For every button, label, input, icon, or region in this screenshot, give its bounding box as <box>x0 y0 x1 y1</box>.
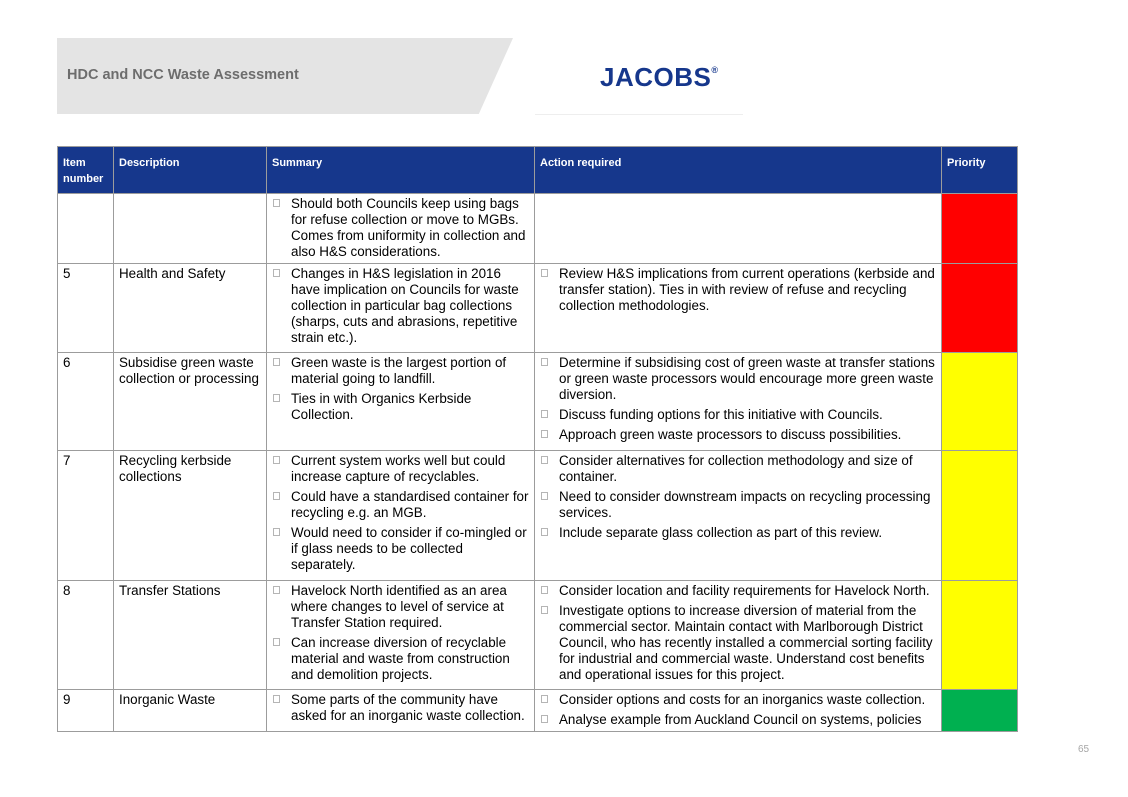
bullet-text: Should both Councils keep using bags for refuse collection or move to MGBs. Comes from uniformity in collection and also H&S considerations. <box>291 196 526 259</box>
action-required-cell <box>535 581 942 690</box>
bullet-text: Need to consider downstream impacts on recycling processing services. <box>559 489 931 520</box>
bullet-box-icon <box>273 199 280 207</box>
bullet-box-icon <box>541 410 548 418</box>
summary-cell-list <box>271 355 530 423</box>
logo-text: JACOBS <box>600 62 712 92</box>
table-row <box>58 353 1018 451</box>
summary-cell-list <box>271 453 530 573</box>
bullet-text: Consider alternatives for collection methodology and size of container. <box>559 453 913 484</box>
bullet-point <box>271 266 530 346</box>
action-required-cell-list <box>539 583 937 683</box>
bullet-point <box>271 355 530 387</box>
description-cell: Subsidise green waste collection or processing <box>114 353 267 451</box>
bullet-point <box>271 391 530 423</box>
header-action-required: Action required <box>535 147 942 194</box>
bullet-box-icon <box>273 695 280 703</box>
table-row <box>58 451 1018 581</box>
bullet-point <box>539 692 937 708</box>
summary-cell-list <box>271 583 530 683</box>
priority-indicator <box>942 194 1018 264</box>
bullet-text: Consider options and costs for an inorganics waste collection. <box>559 692 926 707</box>
summary-cell <box>267 581 535 690</box>
table-row <box>58 194 1018 264</box>
item-number-cell: 6 <box>58 353 114 451</box>
bullet-text: Ties in with Organics Kerbside Collection. <box>291 391 472 422</box>
table-row <box>58 264 1018 353</box>
action-required-cell-list <box>539 453 937 541</box>
header-description: Description <box>114 147 267 194</box>
bullet-text: Investigate options to increase diversion of material from the commercial sector. Maintain contact with Marlborough District Council, who has recently installed a commercial sorting facility for industrial and commercial waste. Understand cost benefits and operational issues for this project. <box>559 603 933 682</box>
item-number-cell: 7 <box>58 451 114 581</box>
bullet-text: Approach green waste processors to discuss possibilities. <box>559 427 902 442</box>
bullet-box-icon <box>273 638 280 646</box>
bullet-point <box>271 692 530 724</box>
priority-indicator <box>942 264 1018 353</box>
bullet-point <box>271 635 530 683</box>
action-required-cell <box>535 353 942 451</box>
item-number-cell <box>58 194 114 264</box>
bullet-text: Can increase diversion of recyclable material and waste from construction and demolition projects. <box>291 635 510 682</box>
bullet-point <box>539 525 937 541</box>
bullet-text: Green waste is the largest portion of material going to landfill. <box>291 355 507 386</box>
action-required-cell <box>535 690 942 732</box>
bullet-point <box>271 583 530 631</box>
bullet-point <box>271 525 530 573</box>
description-cell: Recycling kerbside collections <box>114 451 267 581</box>
bullet-text: Current system works well but could increase capture of recyclables. <box>291 453 506 484</box>
bullet-box-icon <box>541 606 548 614</box>
bullet-text: Consider location and facility requirements for Havelock North. <box>559 583 930 598</box>
item-number-cell: 8 <box>58 581 114 690</box>
summary-cell <box>267 353 535 451</box>
bullet-point <box>271 489 530 521</box>
table-body <box>58 194 1018 732</box>
action-required-cell <box>535 194 942 264</box>
bullet-box-icon <box>273 528 280 536</box>
header-summary: Summary <box>267 147 535 194</box>
action-required-cell-list <box>539 355 937 443</box>
table-header-row <box>58 147 1018 194</box>
summary-cell <box>267 194 535 264</box>
bullet-box-icon <box>541 492 548 500</box>
bullet-point <box>539 453 937 485</box>
bullet-point <box>539 355 937 403</box>
bullet-box-icon <box>273 456 280 464</box>
table-row <box>58 581 1018 690</box>
bullet-point <box>271 196 530 260</box>
bullet-box-icon <box>541 430 548 438</box>
bullet-text: Changes in H&S legislation in 2016 have implication on Councils for waste collection in particular bag collections (sharps, cuts and abrasions, repetitive strain etc.). <box>291 266 519 345</box>
header-priority: Priority <box>942 147 1018 194</box>
bullet-point <box>539 712 937 728</box>
bullet-box-icon <box>541 528 548 536</box>
bullet-box-icon <box>273 586 280 594</box>
header-item-number: Item number <box>58 147 114 194</box>
waste-assessment-table <box>57 146 1018 732</box>
bullet-box-icon <box>541 715 548 723</box>
action-required-cell <box>535 451 942 581</box>
bullet-point <box>539 489 937 521</box>
bullet-point <box>539 266 937 314</box>
description-cell: Inorganic Waste <box>114 690 267 732</box>
bullet-point <box>539 603 937 683</box>
action-required-cell <box>535 264 942 353</box>
bullet-point <box>539 583 937 599</box>
summary-cell <box>267 451 535 581</box>
bullet-text: Analyse example from Auckland Council on systems, policies <box>559 712 922 727</box>
bullet-box-icon <box>273 394 280 402</box>
description-cell <box>114 194 267 264</box>
bullet-box-icon <box>273 492 280 500</box>
bullet-box-icon <box>541 269 548 277</box>
summary-cell <box>267 690 535 732</box>
bullet-box-icon <box>541 586 548 594</box>
bullet-point <box>271 453 530 485</box>
description-cell: Health and Safety <box>114 264 267 353</box>
item-number-cell: 5 <box>58 264 114 353</box>
bullet-text: Include separate glass collection as part of this review. <box>559 525 883 540</box>
jacobs-logo <box>600 62 719 93</box>
bullet-point <box>539 407 937 423</box>
action-required-cell-list <box>539 266 937 314</box>
priority-indicator <box>942 690 1018 732</box>
priority-indicator <box>942 451 1018 581</box>
bullet-text: Would need to consider if co-mingled or if glass needs to be collected separately. <box>291 525 527 572</box>
summary-cell-list <box>271 266 530 346</box>
bullet-box-icon <box>541 358 548 366</box>
bullet-text: Discuss funding options for this initiative with Councils. <box>559 407 883 422</box>
summary-cell-list <box>271 196 530 260</box>
summary-cell <box>267 264 535 353</box>
action-required-cell-list <box>539 692 937 728</box>
priority-indicator <box>942 353 1018 451</box>
bullet-text: Some parts of the community have asked for an inorganic waste collection. <box>291 692 525 723</box>
bullet-box-icon <box>273 269 280 277</box>
table-row <box>58 690 1018 732</box>
page-number: 65 <box>1078 744 1090 755</box>
bullet-text: Determine if subsidising cost of green waste at transfer stations or green waste processors would encourage more green waste diversion. <box>559 355 935 402</box>
logo-registered-mark: ® <box>711 65 719 75</box>
bullet-box-icon <box>273 358 280 366</box>
bullet-box-icon <box>541 456 548 464</box>
item-number-cell: 9 <box>58 690 114 732</box>
bullet-text: Could have a standardised container for recycling e.g. an MGB. <box>291 489 529 520</box>
summary-cell-list <box>271 692 530 724</box>
bullet-text: Havelock North identified as an area where changes to level of service at Transfer Station required. <box>291 583 507 630</box>
logo-divider <box>535 114 743 115</box>
priority-indicator <box>942 581 1018 690</box>
bullet-point <box>539 427 937 443</box>
bullet-box-icon <box>541 695 548 703</box>
description-cell: Transfer Stations <box>114 581 267 690</box>
bullet-text: Review H&S implications from current operations (kerbside and transfer station). Ties in with review of refuse and recycling collection methodologies. <box>559 266 935 313</box>
document-title: HDC and NCC Waste Assessment <box>67 67 299 83</box>
